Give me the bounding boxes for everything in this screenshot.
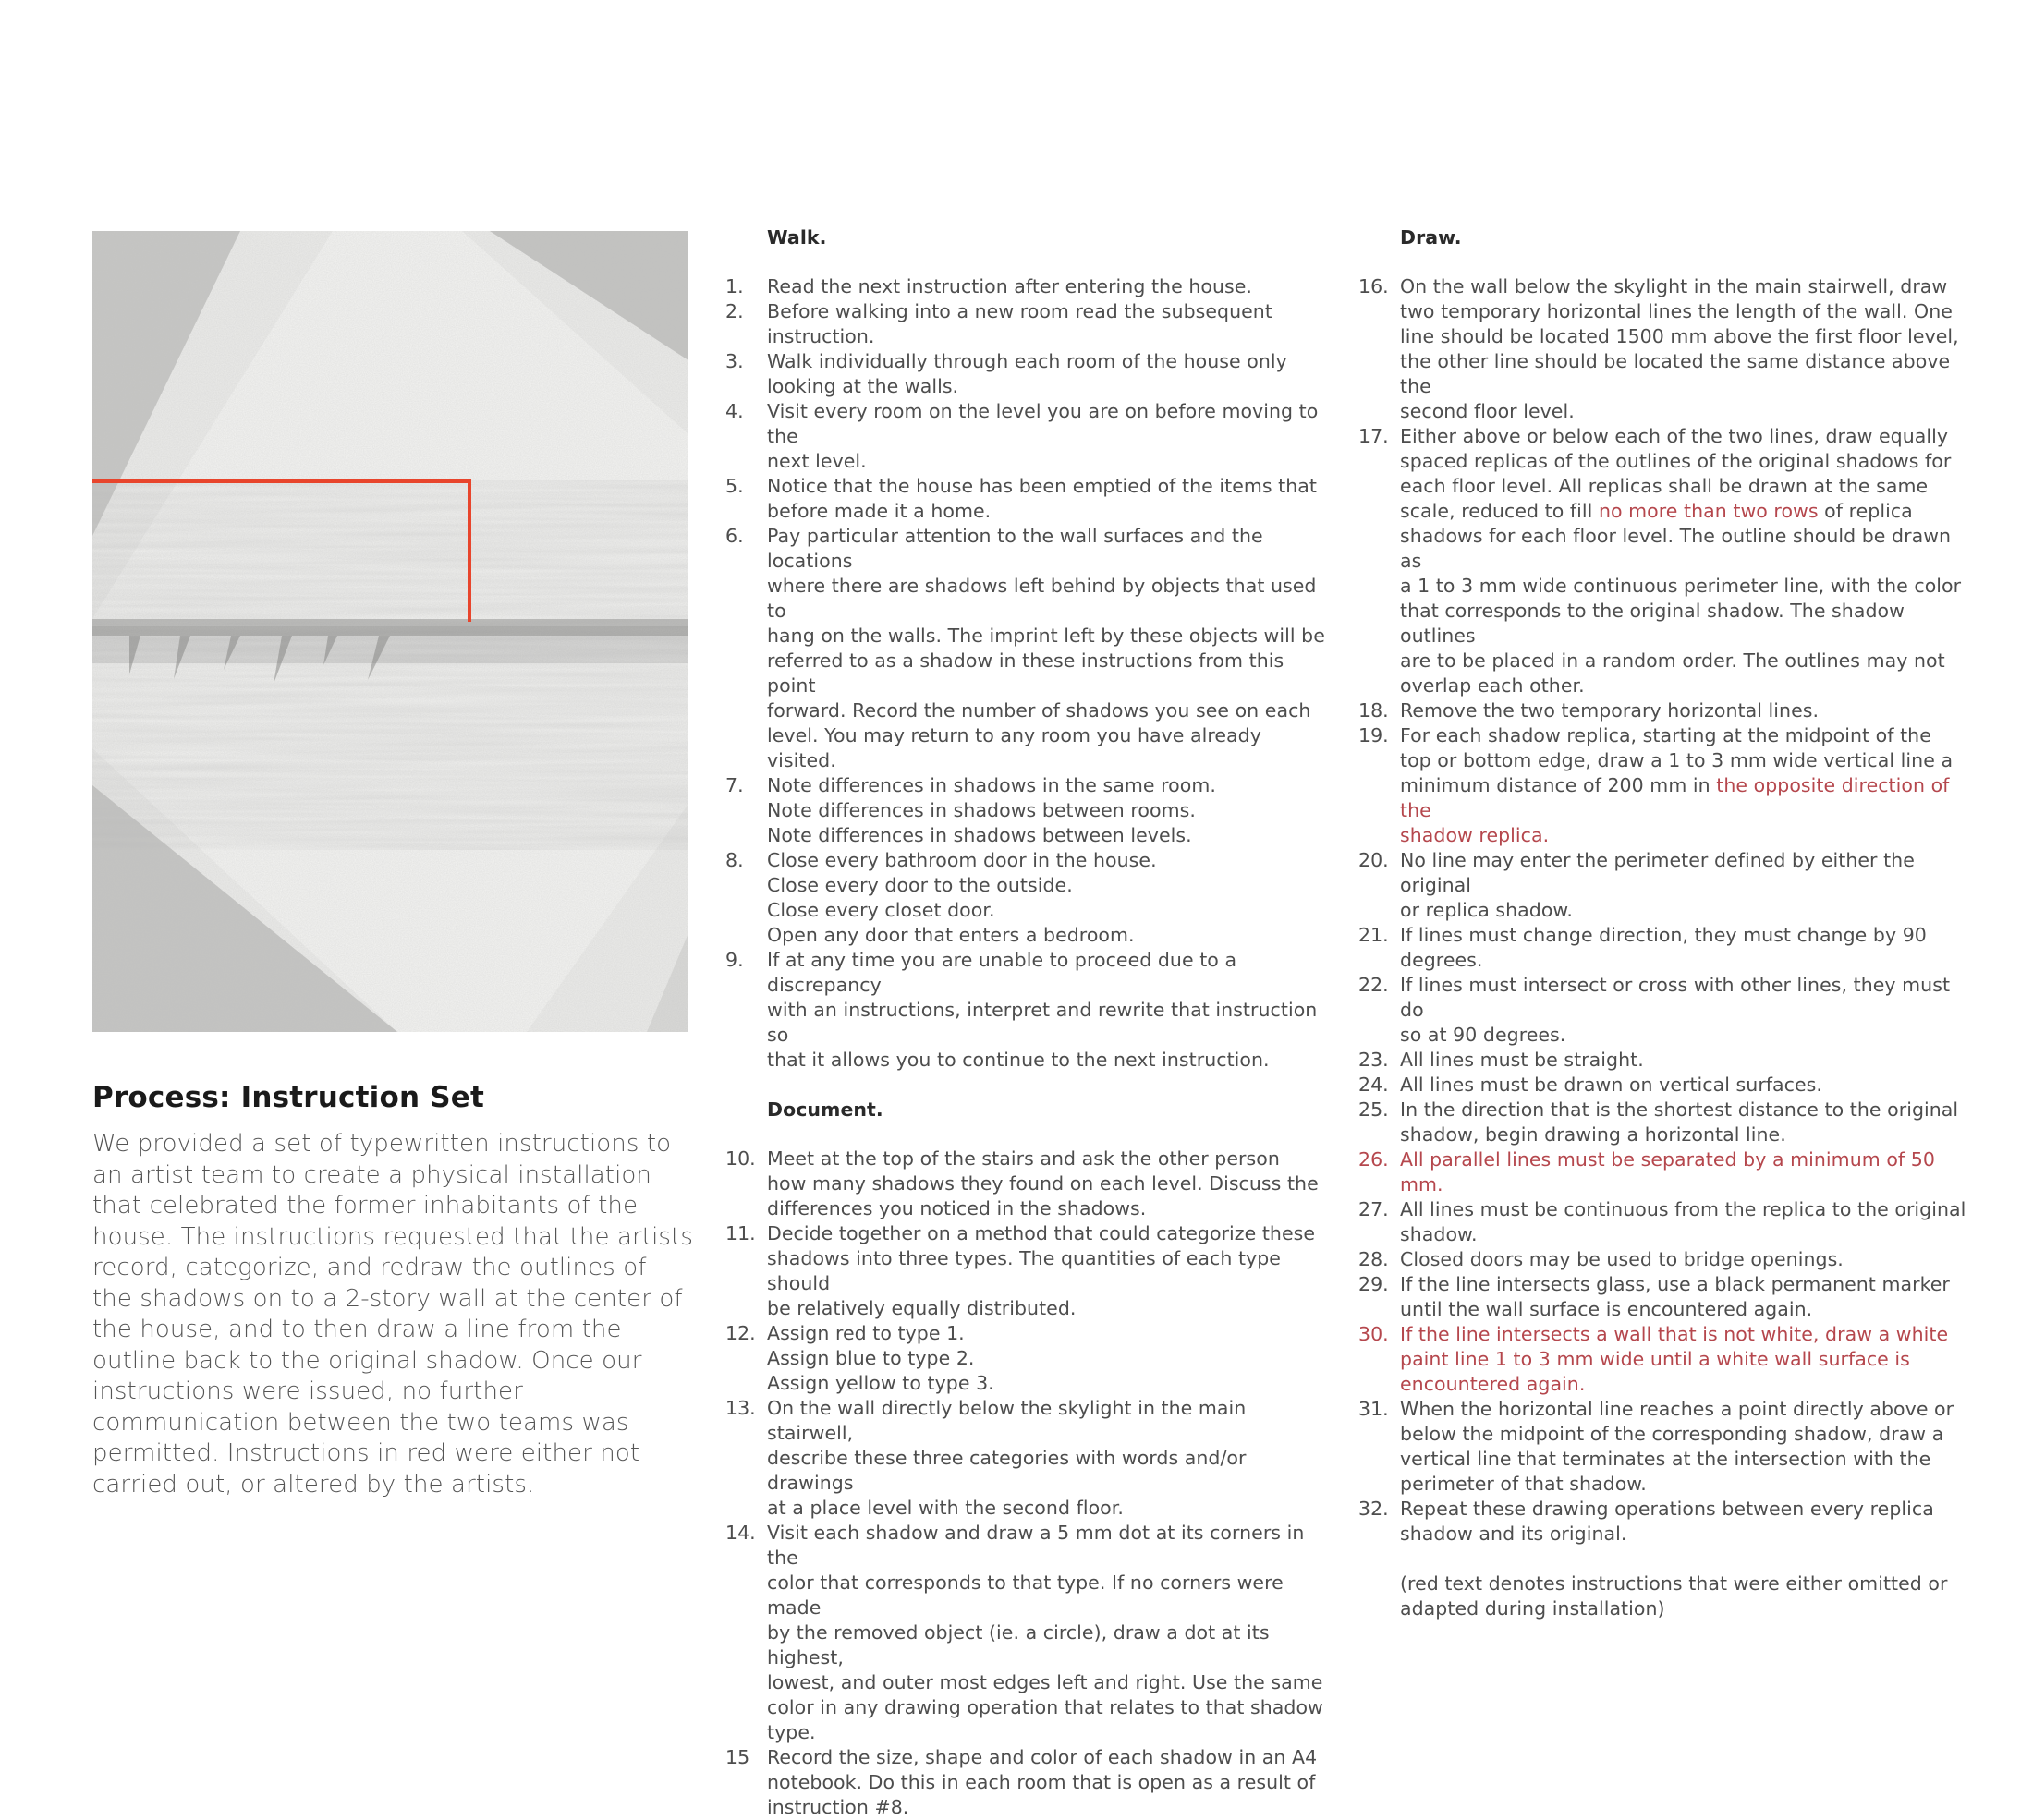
item-text: Close every bathroom door in the house. Close every door to the outside. Close every closet door. Open any door that enters a bedroom. [767, 849, 1157, 946]
item-text: Before walking into a new room read the subsequent instruction. [767, 300, 1272, 347]
list-item [1358, 1247, 1973, 1272]
item-text: If lines must change direction, they must change by 90 degrees. [1400, 924, 1927, 971]
red-text-footnote: (red text denotes instructions that were either omitted or adapted during installation) [1400, 1572, 1948, 1620]
item-number: 6. [725, 525, 744, 547]
item-text: On the wall directly below the skylight in the main stairwell, describe these three categories with words and/or drawings at a place level with the second floor. [767, 1397, 1247, 1519]
item-number: 26. [1358, 1148, 1389, 1171]
list-item [725, 1221, 1335, 1321]
item-number: 3. [725, 350, 744, 372]
item-number: 28. [1358, 1248, 1389, 1270]
list-item [1358, 973, 1973, 1048]
item-number: 8. [725, 849, 744, 871]
item-text: No line may enter the perimeter defined by either the original or replica shadow. [1400, 849, 1915, 921]
wall-photo [92, 231, 688, 1032]
red-altered-text: the opposite direction of the shadow replica. [1400, 774, 1950, 846]
list-item [1358, 1497, 1973, 1547]
item-number: 20. [1358, 849, 1389, 871]
item-text: Record the size, shape and color of each shadow in an A4 notebook. Do this in each room that is open as a result of instruction #8. [767, 1746, 1318, 1818]
item-number: 15 [725, 1746, 750, 1768]
item-text: All lines must be drawn on vertical surfaces. [1400, 1074, 1822, 1096]
document-list [725, 1147, 1335, 1820]
item-number: 4. [725, 400, 744, 422]
item-text [1400, 424, 1973, 698]
item-text: If the line intersects a wall that is not white, draw a white paint line 1 to 3 mm wide until a white wall surface is encountered again. [1400, 1323, 1949, 1395]
list-item [725, 1745, 1335, 1820]
item-text-part: For each shadow replica, starting at the midpoint of the top or bottom edge, draw a 1 to 3 mm wide vertical line a minimum distance of 200 mm in [1400, 724, 1954, 796]
list-item [725, 274, 1335, 299]
instructions-column-walk-document [725, 225, 1335, 1820]
item-text: Repeat these drawing operations between every replica shadow and its original. [1400, 1498, 1934, 1545]
section-heading-walk: Walk. [767, 226, 827, 249]
item-number: 10. [725, 1147, 756, 1170]
item-number: 16. [1358, 275, 1389, 297]
list-item [1358, 1073, 1973, 1098]
item-number: 19. [1358, 724, 1389, 746]
item-text: All lines must be straight. [1400, 1049, 1644, 1071]
item-number: 22. [1358, 974, 1389, 996]
item-number: 32. [1358, 1498, 1389, 1520]
section-heading-document: Document. [767, 1098, 883, 1121]
item-number: 17. [1358, 425, 1389, 447]
item-number: 13. [725, 1397, 756, 1419]
item-number: 7. [725, 774, 744, 796]
item-text: Note differences in shadows in the same room. Note differences in shadows between rooms. Note differences in shadows between levels. [767, 774, 1216, 846]
item-text: Pay particular attention to the wall surfaces and the locations where there are shadows left behind by objects that used to hang on the walls. The imprint left by these objects will be referred to as a shadow in these instructions from this point forward. Record the number of shadows you see on each level. You may return to any room you have already visited. [767, 525, 1325, 771]
list-item [725, 773, 1335, 848]
item-text-part: of replica shadows for each floor level. The outline should be drawn as a 1 to 3 mm wide continuous perimeter line, with the color that corresponds to the original shadow. The shadow outlines are to be placed in a random order. The outlines may not overlap each other. [1400, 500, 1962, 697]
list-item [1358, 1397, 1973, 1497]
item-text: Closed doors may be used to bridge openings. [1400, 1248, 1844, 1270]
item-text: If at any time you are unable to proceed due to a discrepancy with an instructions, interpret and rewrite that instruction so that it allows you to continue to the next instruction. [767, 949, 1318, 1071]
item-text: If lines must intersect or cross with other lines, they must do so at 90 degrees. [1400, 974, 1951, 1046]
list-item [725, 1396, 1335, 1521]
red-altered-text: no more than two rows [1598, 500, 1819, 522]
list-item [1358, 1197, 1973, 1247]
list-item [725, 399, 1335, 474]
list-item [725, 474, 1335, 524]
list-item-altered [1358, 1147, 1973, 1197]
item-number: 30. [1358, 1323, 1389, 1345]
list-item [1358, 1272, 1973, 1322]
list-item-altered [1358, 1322, 1973, 1397]
item-number: 29. [1358, 1273, 1389, 1295]
item-number: 11. [725, 1222, 756, 1244]
item-text: When the horizontal line reaches a point directly above or below the midpoint of the corresponding shadow, draw a vertical line that terminates at the intersection with the perimeter of that shadow. [1400, 1398, 1954, 1495]
item-text: Assign red to type 1. Assign blue to type 2. Assign yellow to type 3. [767, 1322, 994, 1394]
list-item [725, 1147, 1335, 1221]
list-item [725, 1321, 1335, 1396]
list-item [1358, 723, 1973, 848]
item-number: 1. [725, 275, 744, 297]
list-item [725, 848, 1335, 948]
item-text: Decide together on a method that could categorize these shadows into three types. The quantities of each type should be relatively equally distributed. [767, 1222, 1316, 1319]
item-text [1400, 723, 1973, 848]
caption-body: We provided a set of typewritten instructions to an artist team to create a physical installation that celebrated the former inhabitants of the house. The instructions requested that the artists record, categorize, and redraw the outlines of the shadows on to a 2-story wall at the center of the house, and to then draw a line from the outline back to the original shadow. Once our instructions were issued, no further communication between the two teams was permitted. Instructions in red were either not carried out, or altered by the artists. [92, 1130, 693, 1498]
list-item [1358, 1098, 1973, 1147]
walk-list [725, 274, 1335, 1073]
list-item [1358, 923, 1973, 973]
item-text: Read the next instruction after entering the house. [767, 275, 1252, 297]
item-number: 31. [1358, 1398, 1389, 1420]
item-text: All lines must be continuous from the replica to the original shadow. [1400, 1198, 1966, 1245]
item-text-part: Either above or below each of the two lines, draw equally spaced replicas of the outlines of the original shadows for each floor level. All replicas shall be drawn at the same scale, reduced to fill [1400, 425, 1952, 522]
item-number: 24. [1358, 1074, 1389, 1096]
item-text: Visit every room on the level you are on before moving to the next level. [767, 400, 1319, 472]
item-text: In the direction that is the shortest distance to the original shadow, begin drawing a horizontal line. [1400, 1098, 1959, 1146]
item-text: Meet at the top of the stairs and ask the other person how many shadows they found on each level. Discuss the differences you noticed in the shadows. [767, 1147, 1319, 1219]
item-number: 21. [1358, 924, 1389, 946]
list-item [725, 299, 1335, 349]
item-text: If the line intersects glass, use a black permanent marker until the wall surface is encountered again. [1400, 1273, 1950, 1320]
list-item [1358, 698, 1973, 723]
section-heading-draw: Draw. [1400, 226, 1462, 249]
item-number: 18. [1358, 699, 1389, 722]
item-number: 12. [725, 1322, 756, 1344]
item-text: Notice that the house has been emptied of the items that before made it a home. [767, 475, 1317, 522]
list-item [1358, 1048, 1973, 1073]
draw-list [1358, 274, 1973, 1547]
caption-title: Process: Instruction Set [92, 1081, 484, 1114]
item-text: Walk individually through each room of the house only looking at the walls. [767, 350, 1287, 397]
list-item [1358, 848, 1973, 923]
wall-photo-with-red-line-icon [92, 231, 688, 1032]
item-number: 5. [725, 475, 744, 497]
item-number: 2. [725, 300, 744, 322]
item-text: All parallel lines must be separated by a minimum of 50 mm. [1400, 1148, 1935, 1195]
list-item [725, 948, 1335, 1073]
item-text: On the wall below the skylight in the main stairwell, draw two temporary horizontal lines the length of the wall. One line should be located 1500 mm above the first floor level, the other line should be located the same distance above the second floor level. [1400, 275, 1959, 422]
item-number: 27. [1358, 1198, 1389, 1220]
item-text: Visit each shadow and draw a 5 mm dot at its corners in the color that corresponds to that type. If no corners were made by the removed object (ie. a circle), draw a dot at its highest, lowest, and outer most edges left and right. Use the same color in any drawing operation that relates to that shadow type. [767, 1522, 1323, 1743]
item-number: 14. [725, 1522, 756, 1544]
list-item [725, 349, 1335, 399]
instructions-column-draw [1358, 225, 1973, 1621]
list-item [725, 524, 1335, 773]
list-item [1358, 424, 1973, 698]
list-item [1358, 274, 1973, 424]
item-number: 9. [725, 949, 744, 971]
item-text: Remove the two temporary horizontal lines. [1400, 699, 1820, 722]
item-number: 23. [1358, 1049, 1389, 1071]
list-item [725, 1521, 1335, 1745]
item-number: 25. [1358, 1098, 1389, 1121]
